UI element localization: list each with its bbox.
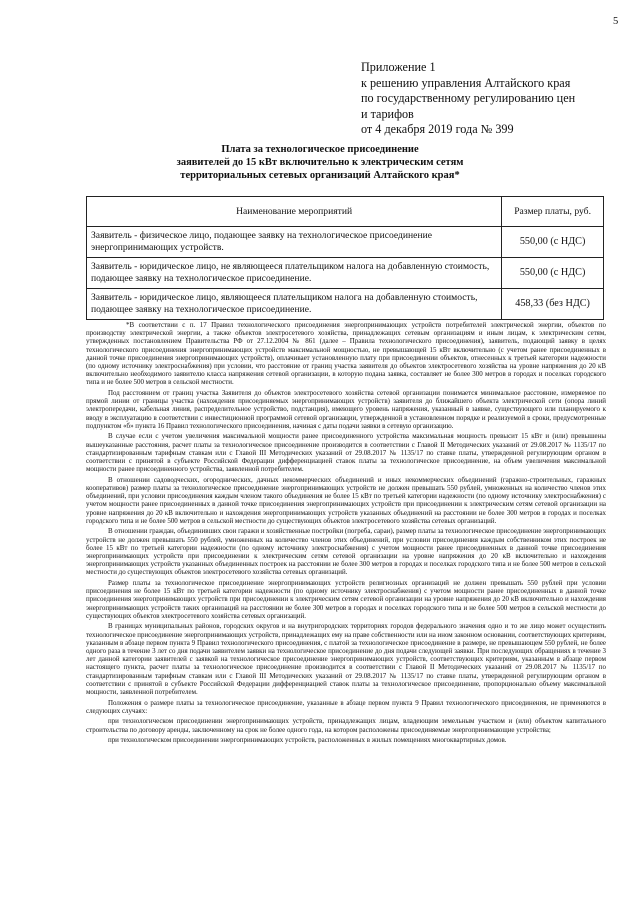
footnote-paragraph: при технологическом присоединении энергопринимающих устройств, принадлежащих лицам, владеющим земельным участком и (или) объектом капитального строительства по договору аренды, заключенному на срок не более одного года, на котором расположены присоединяемые энергопринимающие устройства; — [86, 717, 606, 734]
footnote-paragraph: Положения о размере платы за технологическое присоединение, указанные в абзаце первом пункта 9 Правил технологического присоединения, не применяются в следующих случаях: — [86, 698, 606, 715]
title-line: территориальных сетевых организаций Алтайского края* — [180, 170, 460, 181]
annex-line: по государственному регулированию цен — [361, 91, 576, 105]
annex-line: от 4 декабря 2019 года № 399 — [361, 122, 514, 136]
footnote-paragraph: при технологическом присоединении энергопринимающих устройств, расположенных в жилых помещениях многоквартирных домов. — [108, 736, 507, 745]
row-amount: 550,00 (с НДС) — [502, 258, 604, 289]
footnote-paragraph: В случае если с учетом увеличения максимальной мощности ранее присоединенного устройства максимальная мощность превысит 15 кВт и (или) превышены вышеуказанные расстояния, расчет платы за технологическое присоединение производится в соответствии с Главой II Методических указаний от 29.08.2017 № 1135/17 по стандартизированным тарифным ставкам или с Главой III Методических указаний от 29.08.2017 № 1135/17 по ставке платы, утвержденной регулирующим органом в соответствии с принятой в субъекте Российской Федерации дифференциацией ставок платы за технологическое присоединение, на объем увеличения максимальной мощности ранее присоединенного устройства, заявленной потребителем. — [86, 432, 606, 474]
header-fee-amount: Размер платы, руб. — [502, 197, 604, 227]
row-amount: 458,33 (без НДС) — [502, 289, 604, 320]
annex-line: к решению управления Алтайского края — [361, 75, 571, 90]
page-number: 5 — [613, 16, 619, 27]
row-description: Заявитель - физическое лицо, подающее заявку на технологическое присоединение энергопринимающих устройств. — [87, 227, 502, 258]
table-row — [87, 258, 604, 289]
document-title — [80, 143, 560, 182]
row-description: Заявитель - юридическое лицо, не являющееся плательщиком налога на добавленную стоимость, подающее заявку на технологическое присоединение. — [87, 258, 502, 289]
header-activities: Наименование мероприятий — [87, 197, 502, 227]
footnote-paragraph: Под расстоянием от границ участка Заявителя до объектов электросетевого хозяйства сетевой организации понимается минимальное расстояние, измеряемое по прямой линии от границы участка (нахождения присоединяемых энергопринимающих устройств) заявителя до ближайшего объекта электрической сети (опора линий электропередачи, кабельная линия, распределительное устройство, подстанция), имеющего уровень напряжения, указанный в заявке, существующего или планируемого к вводу в эксплуатацию в соответствии с инвестиционной программой сетевой организации, утвержденной в установленном порядке и реализуемой в сроки, предусмотренные подпунктом «б» пункта 16 Правил технологического присоединения, начиная с даты подачи заявки в сетевую организацию. — [86, 389, 606, 430]
fee-table — [86, 196, 604, 320]
row-description: Заявитель - юридическое лицо, являющееся плательщиком налога на добавленную стоимость, подающее заявку на технологическое присоединение. — [87, 289, 502, 320]
annex-line: Приложение 1 — [361, 60, 436, 74]
footnote-paragraph: В отношении граждан, объединивших свои гаражи и хозяйственные постройки (погреба, сараи), размер платы за технологическое присоединение энергопринимающих устройств не должен превышать 550 рублей, умноженных на количество членов этих объединений, при условии присоединения каждым собственником этих построек не более 15 кВт по третьей категории надежности (по одному источнику электроснабжения) с учетом мощности ранее присоединенных в данной точке присоединения энергопринимающих устройств при присоединении к электрическим сетям сетевой организации на уровне напряжения до 20 кВ включительно и нахождения энергопринимающих устройств указанных объединенных построек на расстоянии не более 300 метров в городах и поселках городского типа и не более 500 метров в сельской местности до существующих объектов электросетевого хозяйства сетевых организаций. — [86, 527, 606, 577]
table-header-row — [87, 197, 604, 227]
footnote-paragraph: Размер платы за технологическое присоединение энергопринимающих устройств религиозных организаций не должен превышать 550 рублей при условии присоединения не более 15 кВт по третьей категории надежности (по одному источнику электроснабжения) с учетом мощности ранее присоединенных в данной точке присоединения энергопринимающих устройств при присоединении к электрическим сетям сетевой организации на уровне напряжения до 20 кВ включительно и нахождения энергопринимающих устройств таких организаций на расстоянии не более 300 метров в городах и поселках городского типа и не более 500 метров в сельской местности до существующих объектов электросетевого хозяйства сетевых организаций. — [86, 579, 606, 620]
footnotes — [86, 321, 606, 747]
title-line: Плата за технологическое присоединение — [221, 144, 419, 155]
table-row — [87, 227, 604, 258]
annex-line: и тарифов — [361, 106, 414, 121]
footnote-paragraph: В отношении садоводческих, огороднических, дачных некоммерческих объединений и иных некоммерческих объединений (гаражно-строительных, гаражных кооперативов) размер платы за технологическое присоединение энергопринимающих устройств не должен превышать 550 рублей, умноженных на количество членов этих объединений, при условии присоединения каждым членом такого объединения не более 15 кВт по третьей категории надежности (по одному источнику электроснабжения) с учетом мощности ранее присоединенных в данной точке присоединения энергопринимающих устройств при присоединении к электрическим сетям сетевой организации на уровне напряжения до 20 кВ включительно и нахождения энергопринимающих устройств указанных объединений на расстоянии не более 300 метров в городах и поселках городского типа и не более 500 метров в сельской местности до существующих объектов электросетевого хозяйства сетевых организаций. — [86, 475, 606, 525]
row-amount: 550,00 (с НДС) — [502, 227, 604, 258]
footnote-paragraph: *В соответствии с п. 17 Правил технологического присоединения энергопринимающих устройств потребителей электрической энергии, объектов по производству электрической энергии, а также объектов электросетевого хозяйства, принадлежащих сетевым организациям и иным лицам, к электрическим сетям, утвержденных постановлением Правительства РФ от 27.12.2004 № 861 (далее – Правила технологического присоединения), заявитель, подающий заявку в целях технологического присоединения энергопринимающих устройств максимальной мощностью, не превышающей 15 кВт включительно (с учетом ранее присоединенных в данной точке присоединения энергопринимающих устройств), оплачивает установленную плату при присоединении объектов, отнесенных к третьей категории надежности (по одному источнику электроснабжения) при условии, что расстояние от границ участка заявителя до объектов электросетевого хозяйства на уровне напряжения до 20 кВ включительно необходимого заявителю класса напряжения сетевой организации, в которую подана заявка, составляет не более 300 метров в городах и поселках городского типа и не более 500 метров в сельской местности. — [86, 321, 606, 387]
title-line: заявителей до 15 кВт включительно к электрическим сетям — [176, 157, 464, 168]
annex-header — [361, 60, 575, 138]
table-row — [87, 289, 604, 320]
footnote-paragraph: В границах муниципальных районов, городских округов и на внутригородских территориях городов федерального значения одно и то же лицо может осуществить технологическое присоединение энергопринимающих устройств, принадлежащих ему на праве собственности или на ином законном основании, соответствующих критериям, указанным в абзаце первом пункта 9 Правил технологического присоединения, с платой за технологическое присоединение в размере, не превышающем 550 рублей, не более одного раза в течение 3 лет со дня подачи заявителем заявки на технологическое присоединение до дня подачи следующей заявки. При последующих обращениях в течение 3 лет данной категории заявителей с заявкой на технологическое присоединение энергопринимающих устройств, соответствующих критериям, указанным в абзаце первом настоящего пункта, расчет платы за технологическое присоединение производится в соответствии с Главой II Методических указаний от 29.08.2017 № 1135/17 по стандартизированным тарифным ставкам или с Главой III Методических указаний от 29.08.2017 № 1135/17 по ставке платы, утвержденной регулирующим органом в соответствии с принятой в субъекте Российской Федерации дифференциацией ставок платы за технологическое присоединение, пропорционально объему максимальной мощности, заявленной потребителем. — [86, 622, 606, 697]
